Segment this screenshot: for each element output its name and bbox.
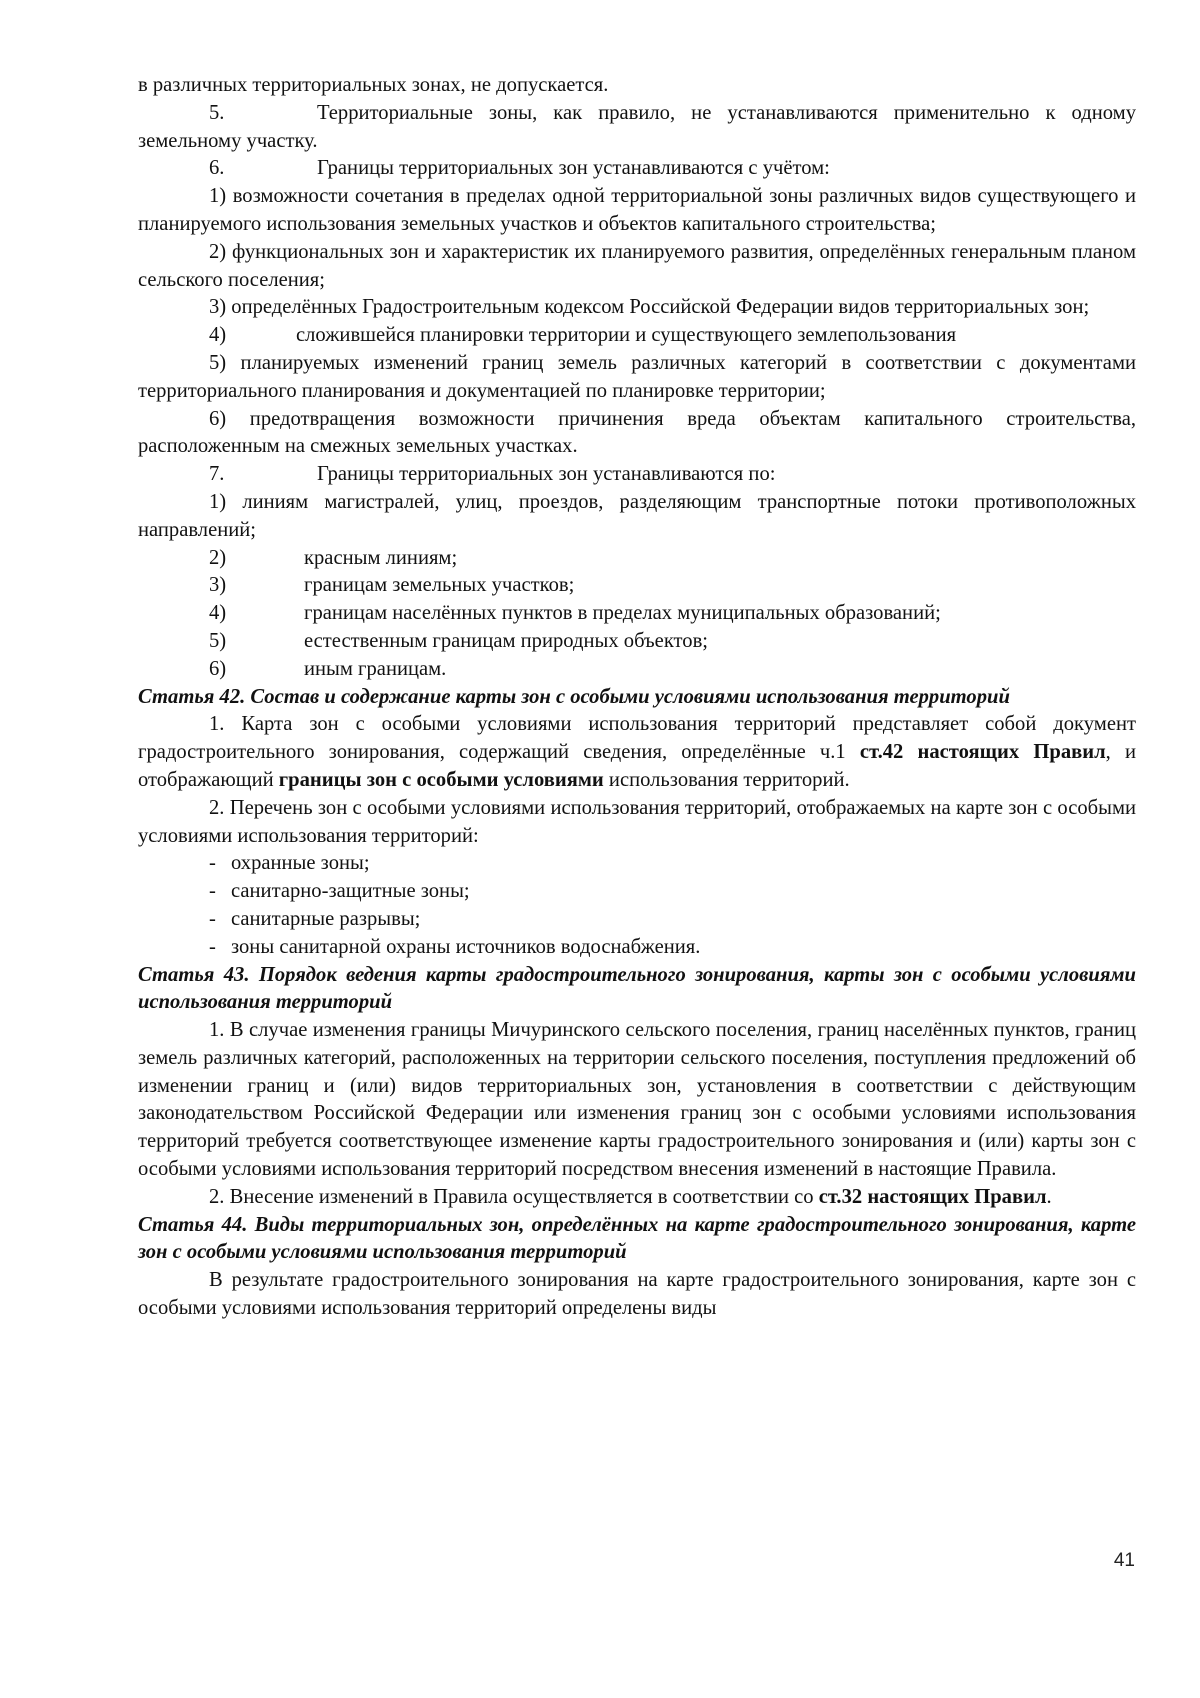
clause-7-item-4	[138, 600, 1136, 628]
text-run: 1. Карта зон с особыми условиями использования территорий представляет собой документ градостроительного зонирования, содержащий сведения, определённые ч.1	[138, 713, 1136, 764]
bold-run: ст.42 настоящих Правил	[859, 741, 1106, 764]
article-43-para-2	[138, 1184, 1136, 1212]
item-text: границам земельных участков;	[304, 574, 575, 597]
dash-item	[138, 878, 1136, 906]
clause-6-item-4	[138, 322, 1136, 350]
article-42-para-2: 2. Перечень зон с особыми условиями использования территорий, отображаемых на карте зон с особыми условиями использования территорий:	[138, 796, 1136, 847]
clause-6-item-5: 5) планируемых изменений границ земель различных категорий в соответствии с документами территориального планирования и документацией по планировке территории;	[138, 351, 1136, 402]
article-42-heading: Статья 42. Состав и содержание карты зон с особыми условиями использования территорий	[138, 685, 1010, 708]
clause-text: Границы территориальных зон устанавливаются по:	[317, 463, 776, 486]
bold-run: границы зон с особыми условиями	[278, 768, 604, 791]
dash: -	[209, 935, 216, 958]
clause-7-item-6	[138, 656, 1136, 684]
clause-6-item-2: 2) функциональных зон и характеристик их планируемого развития, определённых генеральным планом сельского поселения;	[138, 240, 1136, 291]
dash-item-text: санитарно-защитные зоны;	[231, 880, 470, 903]
clause-text: Границы территориальных зон устанавливаются с учётом:	[317, 157, 830, 180]
dash: -	[209, 880, 216, 903]
item-text: границам населённых пунктов в пределах муниципальных образований;	[304, 602, 941, 625]
item-text: иным границам.	[304, 657, 447, 680]
article-43-para-1: 1. В случае изменения границы Мичуринского сельского поселения, границ населённых пунктов, границ земель различных категорий, расположенных на территории сельского поселения, поступления предложений об изменении границ и (или) видов территориальных зон, установления в соответствии с действующим законодательством Российской Федерации или изменения границ зон с особыми условиями использования территорий требуется соответствующее изменение карты градостроительного зонирования и (или) карты зон с особыми условиями использования территорий посредством внесения изменений в настоящие Правила.	[138, 1019, 1136, 1181]
clause-7-item-5	[138, 628, 1136, 656]
clause-6	[138, 155, 1136, 183]
dash-item	[138, 906, 1136, 934]
dash-item	[138, 934, 1136, 962]
clause-6-item-6: 6) предотвращения возможности причинения вреда объектам капитального строительства, расположенным на смежных земельных участках.	[138, 407, 1136, 458]
clause-6-item-3: 3) определённых Градостроительным кодексом Российской Федерации видов территориальных зон;	[209, 296, 1090, 319]
bold-run: ст.32 настоящих Правил	[818, 1185, 1047, 1208]
clause-number: 5.	[209, 101, 225, 124]
item-number: 3)	[209, 574, 227, 597]
document-page	[138, 72, 1136, 1323]
item-number: 5)	[209, 629, 227, 652]
clause-number: 6.	[209, 157, 225, 180]
item-text: красным линиям;	[304, 546, 458, 569]
text-run: 2. Внесение изменений в Правила осуществляется в соответствии со	[209, 1185, 819, 1208]
clause-7-item-1: 1) линиям магистралей, улиц, проездов, разделяющим транспортные потоки противоположных направлений;	[138, 490, 1136, 541]
text-run: .	[1046, 1185, 1052, 1208]
article-43-heading: Статья 43. Порядок ведения карты градостроительного зонирования, карты зон с особыми условиями использования территорий	[138, 963, 1136, 1014]
article-44-para-1: В результате градостроительного зонирования на карте градостроительного зонирования, карте зон с особыми условиями использования территорий определены виды	[138, 1269, 1136, 1320]
item-text: естественным границам природных объектов;	[304, 629, 709, 652]
item-number: 2)	[209, 546, 227, 569]
dash: -	[209, 907, 216, 930]
page-number: 41	[1113, 1550, 1135, 1571]
article-42-para-1	[138, 711, 1136, 794]
clause-6-item-1: 1) возможности сочетания в пределах одной территориальной зоны различных видов существующего и планируемого использования земельных участков и объектов капитального строительства;	[138, 185, 1136, 235]
text-run: использования территорий.	[603, 768, 850, 791]
item-number: 4)	[209, 602, 227, 625]
clause-7-item-3	[138, 572, 1136, 600]
item-text: сложившейся планировки территории и существующего землепользования	[296, 324, 957, 347]
line-continuation: в различных территориальных зонах, не допускается.	[138, 74, 609, 96]
dash-item-text: санитарные разрывы;	[231, 907, 421, 930]
item-number: 6)	[209, 657, 227, 680]
dash-item	[138, 850, 1136, 878]
dash-item-text: охранные зоны;	[231, 852, 370, 875]
item-number: 4)	[209, 324, 227, 347]
dash-item-text: зоны санитарной охраны источников водоснабжения.	[231, 935, 701, 958]
clause-number: 7.	[209, 463, 225, 486]
dash: -	[209, 852, 216, 875]
article-44-heading: Статья 44. Виды территориальных зон, определённых на карте градостроительного зонирования, карте зон с особыми условиями использования территорий	[138, 1213, 1136, 1264]
clause-7-item-2	[138, 545, 1136, 573]
clause-5	[138, 100, 1136, 156]
text-run: , и отображающий	[138, 741, 1136, 791]
clause-7	[138, 461, 1136, 489]
clause-text: Территориальные зоны, как правило, не устанавливаются применительно к одному земельному участку.	[138, 101, 1136, 152]
